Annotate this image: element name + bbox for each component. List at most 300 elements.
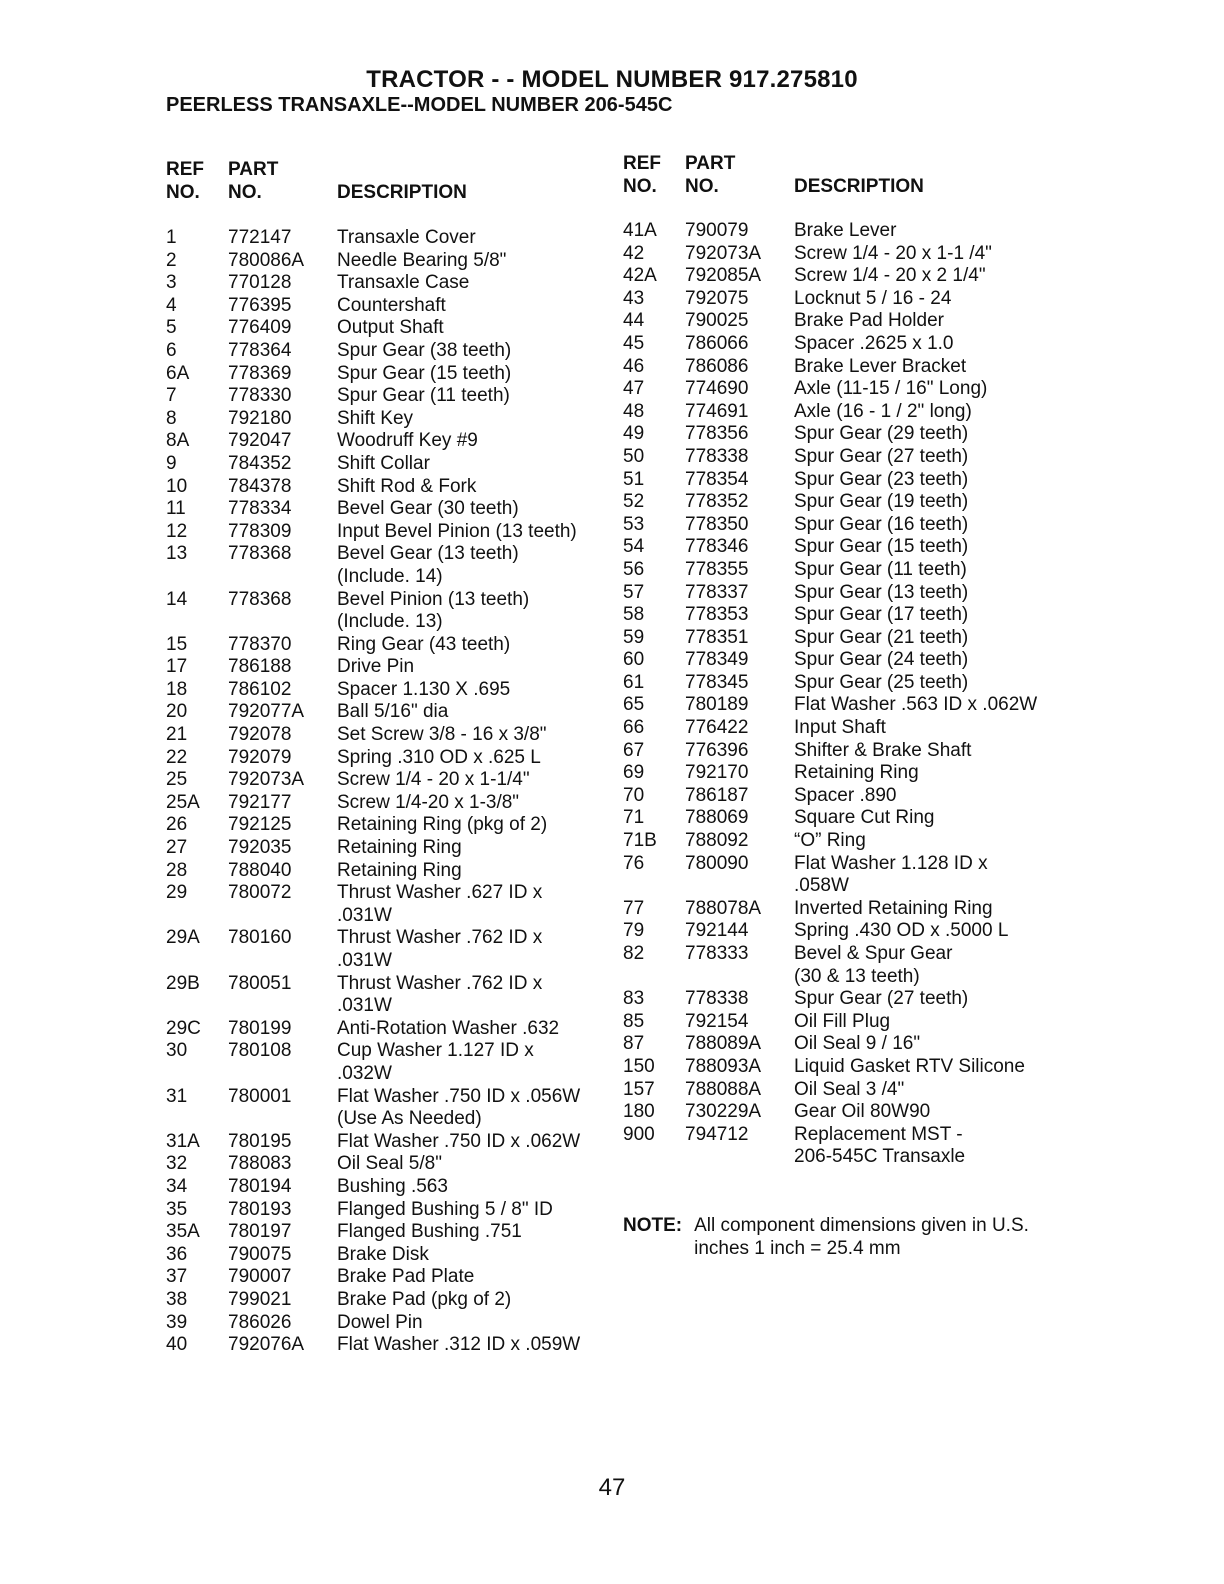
ref-no: 53 (623, 513, 645, 535)
table-row (166, 1312, 580, 1335)
description: Flanged Bushing 5 / 8" ID (337, 1198, 553, 1220)
table-row (166, 430, 580, 453)
table-row (623, 920, 1037, 943)
description: Shift Key (337, 407, 414, 429)
ref-no: 9 (166, 452, 177, 474)
part-no: 788040 (228, 859, 292, 881)
description: Screw 1/4 - 20 x 1-1 /4" (794, 242, 992, 264)
ref-no: 18 (166, 678, 188, 700)
description: Screw 1/4-20 x 1-3/8" (337, 791, 520, 813)
ref-no: 71 (623, 807, 645, 829)
description: Spur Gear (15 teeth) (794, 536, 969, 558)
part-no: 790075 (228, 1243, 292, 1265)
description: Dowel Pin (337, 1311, 423, 1333)
table-row (623, 265, 1037, 288)
description: Spur Gear (11 teeth) (337, 385, 510, 407)
table-row (623, 310, 1037, 333)
ref-no: 60 (623, 649, 645, 671)
description: Spring .430 OD x .5000 L (794, 920, 1009, 942)
part-no: 792177 (228, 791, 292, 813)
ref-no: 15 (166, 633, 188, 655)
description: Spacer .2625 x 1.0 (794, 332, 954, 354)
part-no: 778338 (685, 445, 749, 467)
page-subtitle: PEERLESS TRANSAXLE--MODEL NUMBER 206-545C (166, 94, 673, 116)
ref-no: 39 (166, 1311, 188, 1333)
ref-no: 6 (166, 339, 177, 361)
table-row (166, 1086, 580, 1131)
description: Screw 1/4 - 20 x 2 1/4" (794, 265, 986, 287)
description: Oil Seal 3 /4" (794, 1078, 905, 1100)
ref-no: 40 (166, 1334, 188, 1356)
ref-no: 77 (623, 897, 645, 919)
table-row (166, 701, 580, 724)
table-row (166, 1040, 580, 1085)
part-no: 780193 (228, 1198, 292, 1220)
ref-no: 5 (166, 317, 177, 339)
part-no: 792047 (228, 430, 292, 452)
table-row (166, 973, 580, 1018)
description: Gear Oil 80W90 (794, 1101, 931, 1123)
ref-no: 56 (623, 558, 645, 580)
part-no: 792076A (228, 1334, 305, 1356)
description: Spring .310 OD x .625 L (337, 746, 541, 768)
description: Anti-Rotation Washer .632 (337, 1017, 560, 1039)
table-row (166, 543, 580, 588)
table-row (623, 491, 1037, 514)
note (623, 1214, 1029, 1260)
table-row (623, 536, 1037, 559)
ref-no: 59 (623, 626, 645, 648)
description: Ring Gear (43 teeth) (337, 633, 511, 655)
right-header-ref: REF NO. (623, 153, 661, 197)
ref-no: 25 (166, 769, 188, 791)
ref-no: 4 (166, 294, 177, 316)
table-row (166, 453, 580, 476)
table-row (166, 882, 580, 927)
ref-no: 47 (623, 378, 645, 400)
part-no: 772147 (228, 227, 292, 248)
table-row (166, 1199, 580, 1222)
table-row (623, 1011, 1037, 1034)
table-row (623, 469, 1037, 492)
part-no: 778356 (685, 423, 749, 445)
ref-no: 26 (166, 814, 188, 836)
table-row (166, 747, 580, 770)
description: Spur Gear (16 teeth) (794, 513, 969, 535)
right-header-part: PART NO. (685, 153, 736, 197)
description: Brake Pad Plate (337, 1266, 475, 1288)
table-row (623, 672, 1037, 695)
table-row (166, 837, 580, 860)
part-no: 780195 (228, 1130, 292, 1152)
ref-no: 35A (166, 1221, 200, 1243)
description: Locknut 5 / 16 - 24 (794, 287, 952, 309)
description: Spur Gear (19 teeth) (794, 491, 969, 513)
table-row (166, 1244, 580, 1267)
table-row (623, 627, 1037, 650)
description: Brake Disk (337, 1243, 429, 1265)
part-no: 730229A (685, 1101, 762, 1123)
part-no: 790025 (685, 310, 749, 332)
table-row (623, 898, 1037, 921)
ref-no: 61 (623, 671, 645, 693)
description: Brake Pad Holder (794, 310, 944, 332)
part-no: 780197 (228, 1221, 292, 1243)
table-row (623, 423, 1037, 446)
description: Woodruff Key #9 (337, 430, 478, 452)
part-no: 778338 (685, 988, 749, 1010)
table-row (623, 649, 1037, 672)
part-no: 778309 (228, 520, 292, 542)
part-no: 778351 (685, 626, 749, 648)
ref-no: 7 (166, 385, 177, 407)
description: Retaining Ring (794, 762, 919, 784)
ref-no: 31 (166, 1085, 188, 1107)
part-no: 790079 (685, 220, 749, 241)
table-row (166, 250, 580, 273)
table-row (623, 785, 1037, 808)
ref-no: 35 (166, 1198, 188, 1220)
ref-no: 43 (623, 287, 645, 309)
table-row (166, 1289, 580, 1312)
table-row (166, 363, 580, 386)
ref-no: 71B (623, 830, 657, 852)
part-no: 780086A (228, 249, 305, 271)
description: Shift Rod & Fork (337, 475, 477, 497)
table-row (623, 446, 1037, 469)
part-no: 778349 (685, 649, 749, 671)
ref-no: 29 (166, 882, 188, 904)
table-row (623, 378, 1037, 401)
ref-no: 79 (623, 920, 645, 942)
table-row (166, 272, 580, 295)
ref-no: 54 (623, 536, 645, 558)
right-header-description: DESCRIPTION (794, 176, 924, 197)
part-no: 780001 (228, 1085, 292, 1107)
ref-no: 22 (166, 746, 188, 768)
description: Liquid Gasket RTV Silicone (794, 1055, 1025, 1077)
description: Spur Gear (29 teeth) (794, 423, 969, 445)
description: Brake Pad (pkg of 2) (337, 1288, 512, 1310)
ref-no: 8 (166, 407, 177, 429)
table-row (623, 401, 1037, 424)
part-no: 786086 (685, 355, 749, 377)
description: Cup Washer 1.127 ID x .032W (337, 1040, 534, 1084)
description: “O” Ring (794, 830, 866, 852)
ref-no: 51 (623, 468, 645, 490)
part-no: 780194 (228, 1175, 292, 1197)
page-number: 47 (598, 1474, 626, 1501)
description: Input Bevel Pinion (13 teeth) (337, 520, 577, 542)
table-row (166, 317, 580, 340)
part-no: 792180 (228, 407, 292, 429)
left-header-ref: REF NO. (166, 159, 204, 203)
description: Retaining Ring (337, 859, 462, 881)
left-header-part: PART NO. (228, 159, 279, 203)
table-row (166, 792, 580, 815)
description: Output Shaft (337, 317, 444, 339)
description: Oil Seal 5/8" (337, 1153, 442, 1175)
table-row (623, 1056, 1037, 1079)
part-no: 778368 (228, 588, 292, 610)
ref-no: 50 (623, 445, 645, 467)
table-row (166, 656, 580, 679)
table-row (623, 1033, 1037, 1056)
left-parts-table (166, 227, 580, 1357)
description: Oil Fill Plug (794, 1010, 891, 1032)
part-no: 788078A (685, 897, 762, 919)
part-no: 788093A (685, 1055, 762, 1077)
description: Bevel Pinion (13 teeth) (Include. 13) (337, 588, 530, 633)
table-row (166, 634, 580, 657)
table-row (623, 694, 1037, 717)
description: Brake Lever Bracket (794, 355, 967, 377)
part-no: 792125 (228, 814, 292, 836)
part-no: 784378 (228, 475, 292, 497)
table-row (166, 1176, 580, 1199)
description: Shifter & Brake Shaft (794, 739, 972, 761)
description: Set Screw 3/8 - 16 x 3/8" (337, 724, 547, 746)
description: Thrust Washer .762 ID x .031W (337, 972, 543, 1017)
ref-no: 32 (166, 1153, 188, 1175)
ref-no: 67 (623, 739, 645, 761)
part-no: 780189 (685, 694, 749, 716)
table-row (623, 582, 1037, 605)
ref-no: 8A (166, 430, 190, 452)
part-no: 774690 (685, 378, 749, 400)
part-no: 778345 (685, 671, 749, 693)
description: Flat Washer .750 ID x .062W (337, 1130, 581, 1152)
description: Brake Lever (794, 220, 897, 241)
part-no: 776422 (685, 717, 749, 739)
description: Spacer .890 (794, 784, 897, 806)
part-no: 792073A (685, 242, 762, 264)
table-row (623, 514, 1037, 537)
part-no: 776395 (228, 294, 292, 316)
ref-no: 36 (166, 1243, 188, 1265)
table-row (623, 740, 1037, 763)
ref-no: 6A (166, 362, 190, 384)
table-row (166, 1018, 580, 1041)
ref-no: 85 (623, 1010, 645, 1032)
description: Spur Gear (27 teeth) (794, 988, 969, 1010)
description: Screw 1/4 - 20 x 1-1/4" (337, 769, 530, 791)
ref-no: 82 (623, 943, 645, 964)
description: Thrust Washer .762 ID x .031W (337, 927, 543, 971)
ref-no: 66 (623, 717, 645, 739)
ref-no: 45 (623, 332, 645, 354)
description: Bushing .563 (337, 1175, 448, 1197)
table-row (623, 356, 1037, 379)
ref-no: 70 (623, 784, 645, 806)
description: Spur Gear (21 teeth) (794, 626, 969, 648)
description: Inverted Retaining Ring (794, 897, 993, 919)
table-row (166, 521, 580, 544)
part-no: 780090 (685, 852, 749, 874)
ref-no: 11 (166, 498, 186, 520)
table-row (623, 333, 1037, 356)
table-row (166, 476, 580, 499)
part-no: 786026 (228, 1311, 292, 1333)
description: Spur Gear (23 teeth) (794, 468, 969, 490)
table-row (166, 1266, 580, 1289)
table-row (623, 604, 1037, 627)
ref-no: 21 (166, 724, 188, 746)
ref-no: 42 (623, 242, 645, 264)
description: Square Cut Ring (794, 807, 935, 829)
part-no: 792075 (685, 287, 749, 309)
description: Drive Pin (337, 656, 415, 678)
ref-no: 65 (623, 694, 645, 716)
part-no: 792035 (228, 837, 292, 859)
ref-no: 44 (623, 310, 645, 332)
part-no: 792073A (228, 769, 305, 791)
part-no: 792085A (685, 265, 762, 287)
part-no: 788069 (685, 807, 749, 829)
table-row (623, 762, 1037, 785)
page-title: TRACTOR - - MODEL NUMBER 917.275810 (366, 66, 858, 93)
ref-no: 157 (623, 1078, 655, 1100)
part-no: 778353 (685, 604, 749, 626)
description: Transaxle Case (337, 272, 470, 294)
description: Spur Gear (24 teeth) (794, 649, 969, 671)
description: Retaining Ring (337, 837, 462, 859)
ref-no: 48 (623, 400, 645, 422)
table-row (166, 408, 580, 431)
table-row (166, 1131, 580, 1154)
description: Ball 5/16" dia (337, 701, 449, 723)
table-row (166, 1153, 580, 1176)
part-no: 778368 (228, 543, 292, 565)
part-no: 778346 (685, 536, 749, 558)
part-no: 788089A (685, 1033, 762, 1055)
ref-no: 31A (166, 1130, 200, 1152)
table-row (166, 295, 580, 318)
part-no: 788092 (685, 830, 749, 852)
ref-no: 69 (623, 762, 645, 784)
ref-no: 87 (623, 1033, 645, 1055)
ref-no: 52 (623, 491, 645, 513)
ref-no: 76 (623, 852, 645, 874)
part-no: 778370 (228, 633, 292, 655)
table-row (623, 853, 1037, 898)
table-row (623, 717, 1037, 740)
part-no: 792154 (685, 1010, 749, 1032)
description: Replacement MST - 206-545C Transaxle (794, 1123, 966, 1168)
description: Axle (11-15 / 16" Long) (794, 378, 988, 400)
table-row (166, 498, 580, 521)
part-no: 799021 (228, 1288, 292, 1310)
table-row (166, 860, 580, 883)
part-no: 780108 (228, 1040, 292, 1062)
description: Axle (16 - 1 / 2" long) (794, 400, 972, 422)
description: Spur Gear (17 teeth) (794, 604, 969, 626)
part-no: 784352 (228, 452, 292, 474)
description: Flat Washer 1.128 ID x .058W (794, 852, 988, 897)
ref-no: 25A (166, 791, 200, 813)
table-row (166, 769, 580, 792)
description: Retaining Ring (pkg of 2) (337, 814, 548, 836)
part-no: 786066 (685, 332, 749, 354)
part-no: 774691 (685, 400, 749, 422)
ref-no: 34 (166, 1175, 188, 1197)
part-no: 776396 (685, 739, 749, 761)
description: Thrust Washer .627 ID x .031W (337, 882, 543, 926)
ref-no: 900 (623, 1123, 655, 1145)
ref-no: 37 (166, 1266, 188, 1288)
ref-no: 29B (166, 972, 200, 994)
part-no: 780160 (228, 927, 292, 949)
part-no: 778364 (228, 339, 292, 361)
table-row (623, 988, 1037, 1011)
ref-no: 29C (166, 1017, 201, 1039)
description: Spur Gear (38 teeth) (337, 339, 512, 361)
part-no: 778334 (228, 498, 292, 520)
description: Flanged Bushing .751 (337, 1221, 522, 1243)
description: Spur Gear (11 teeth) (794, 558, 967, 580)
ref-no: 20 (166, 701, 188, 723)
description: Flat Washer .312 ID x .059W (337, 1334, 581, 1356)
right-parts-table (623, 220, 1037, 1169)
ref-no: 83 (623, 988, 645, 1010)
ref-no: 3 (166, 272, 177, 294)
table-row (623, 830, 1037, 853)
part-no: 788088A (685, 1078, 762, 1100)
left-header-description: DESCRIPTION (337, 182, 467, 203)
description: Countershaft (337, 294, 446, 316)
part-no: 778352 (685, 491, 749, 513)
table-row (623, 1079, 1037, 1102)
part-no: 788083 (228, 1153, 292, 1175)
table-row (623, 807, 1037, 830)
part-no: 792170 (685, 762, 749, 784)
ref-no: 13 (166, 543, 188, 565)
part-no: 794712 (685, 1123, 749, 1145)
part-no: 792079 (228, 746, 292, 768)
ref-no: 29A (166, 927, 200, 949)
part-no: 778337 (685, 581, 749, 603)
part-no: 778355 (685, 558, 749, 580)
description: Bevel & Spur Gear (30 & 13 teeth) (794, 943, 953, 987)
description: Spur Gear (27 teeth) (794, 445, 969, 467)
description: Needle Bearing 5/8" (337, 249, 507, 271)
note-label: NOTE: (623, 1215, 683, 1236)
description: Flat Washer .563 ID x .062W (794, 694, 1038, 716)
table-row (623, 943, 1037, 988)
table-row (166, 227, 580, 250)
ref-no: 38 (166, 1288, 188, 1310)
ref-no: 58 (623, 604, 645, 626)
table-row (166, 589, 580, 634)
ref-no: 49 (623, 423, 645, 445)
part-no: 770128 (228, 272, 292, 294)
table-row (623, 243, 1037, 266)
part-no: 778354 (685, 468, 749, 490)
table-row (623, 220, 1037, 243)
part-no: 790007 (228, 1266, 292, 1288)
ref-no: 12 (166, 520, 188, 542)
table-row (623, 1101, 1037, 1124)
part-no: 780072 (228, 882, 292, 904)
description: Bevel Gear (30 teeth) (337, 498, 519, 520)
part-no: 786102 (228, 678, 292, 700)
description: Oil Seal 9 / 16" (794, 1033, 921, 1055)
ref-no: 41A (623, 220, 657, 241)
table-row (166, 679, 580, 702)
table-row (166, 814, 580, 837)
part-no: 778350 (685, 513, 749, 535)
description: Spur Gear (15 teeth) (337, 362, 512, 384)
